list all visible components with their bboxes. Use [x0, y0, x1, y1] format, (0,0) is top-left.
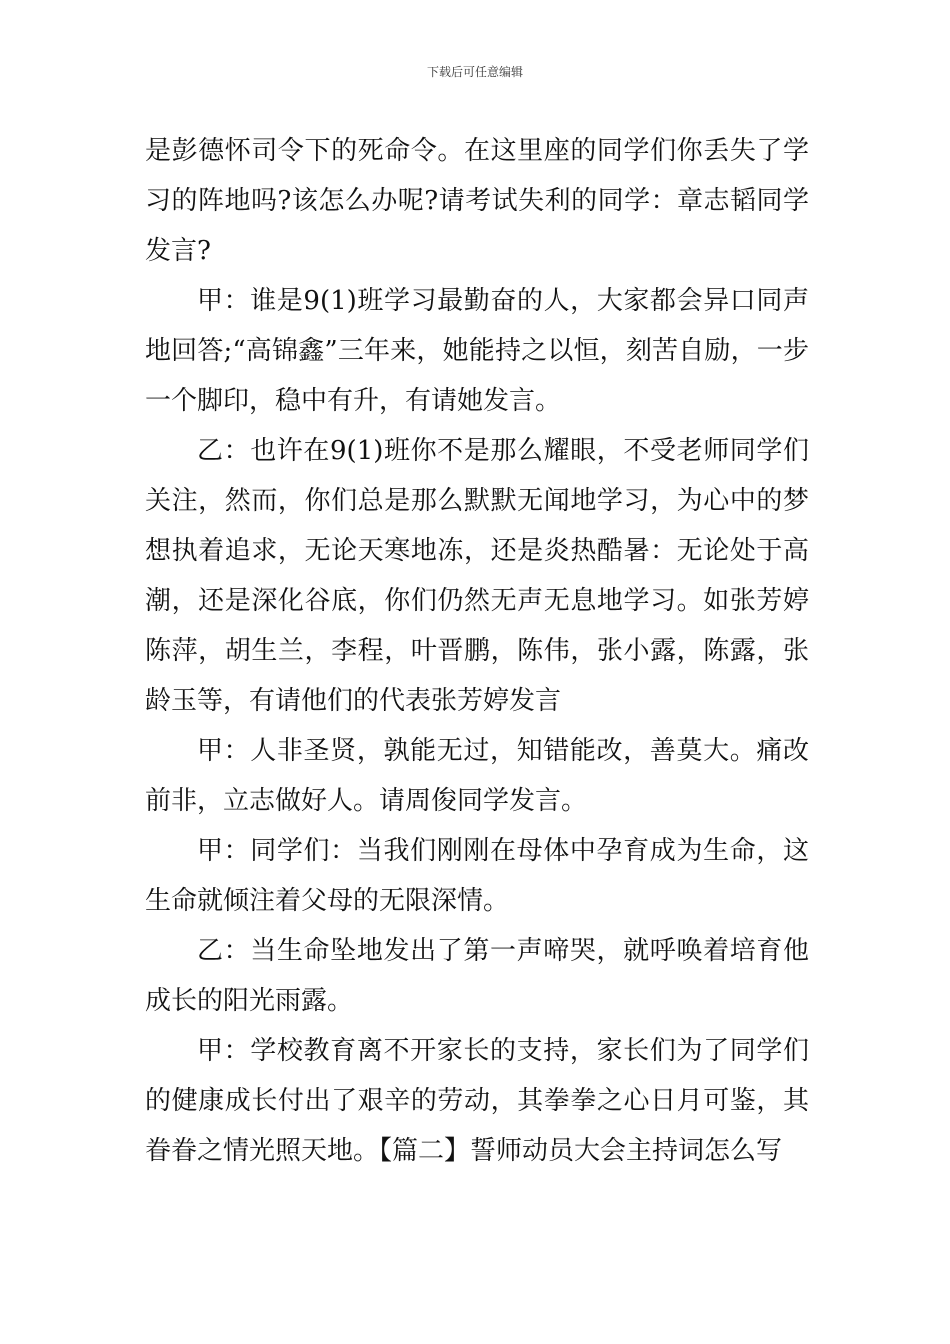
paragraph-4: 甲：人非圣贤，孰能无过，知错能改，善莫大。痛改前非，立志做好人。请周俊同学发言。: [145, 736, 809, 816]
paragraph-3: 乙：也许在9(1)班你不是那么耀眼，不受老师同学们关注，然而，你们总是那么默默无闻地学习，为心中的梦想执着追求，无论天寒地冻，还是炎热酷暑：无论处于高潮，还是深化谷底，你们仍然无声无息地学习。如张芳婷陈萍，胡生兰，李程，叶晋鹏，陈伟，张小露，陈露，张龄玉等，有请他们的代表张芳婷发言: [145, 436, 809, 716]
paragraph-5: 甲：同学们：当我们刚刚在母体中孕育成为生命，这生命就倾注着父母的无限深情。: [145, 836, 809, 916]
document-body: [145, 126, 809, 1176]
paragraph-7: 甲：学校教育离不开家长的支持，家长们为了同学们的健康成长付出了艰辛的劳动，其拳拳之心日月可鉴，其眷眷之情光照天地。【篇二】誓师动员大会主持词怎么写: [145, 1036, 809, 1166]
paragraph-1: 是彭德怀司令下的死命令。在这里座的同学们你丢失了学习的阵地吗?该怎么办呢?请考试失利的同学：章志韬同学发言?: [145, 136, 809, 266]
paragraph-2: 甲：谁是9(1)班学习最勤奋的人，大家都会异口同声地回答;“高锦鑫”三年来，她能持之以恒，刻苦自励，一步一个脚印，稳中有升，有请她发言。: [145, 286, 809, 416]
page-header: 下载后可任意编辑: [426, 65, 523, 79]
paragraph-6: 乙：当生命坠地发出了第一声啼哭，就呼唤着培育他成长的阳光雨露。: [145, 936, 809, 1016]
